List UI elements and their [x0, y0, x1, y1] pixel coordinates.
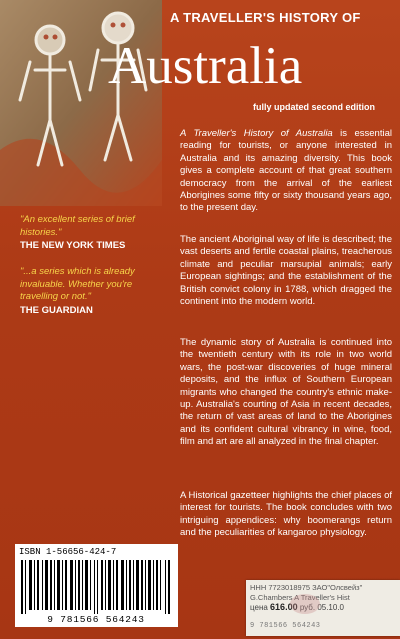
description-paragraph-3: The dynamic story of Australia is continued into the twentieth century with its role in two world wars, the post-war discoveries of huge mineral deposits, and the influx of Southern European migrants who changed the country's ethnic make-up. Australia's courting of Asia in recent decades, the return of vast areas of land to the Aborigines and its confident cultural vibrancy in wine, food, film and art are all analyzed in the final chapter.	[180, 337, 392, 448]
book-title: Australia	[108, 37, 303, 95]
sticker-stain	[290, 594, 320, 614]
review-quote-2: "...a series which is already invaluable. Whether you're travelling or not."	[20, 266, 135, 302]
description-paragraph-1-text: is essential reading for tourists, or anyone interested in Australia and its amazing diversity. This book gives a complete account of that great southern democracy from the arrival of the earliest Aborigines some fifty or sixty thousand years ago, to the present day.	[180, 128, 392, 214]
barcode-number: 9 781566 564243	[47, 614, 145, 625]
sticker-line-1: ННН 7723018975 ЗАО"Олсвейз"	[250, 583, 363, 592]
price-unit: руб.	[299, 603, 316, 612]
price-value: 616.00	[270, 602, 298, 612]
barcode-graphic	[21, 560, 172, 614]
book-title-inline: A Traveller's History of Australia	[180, 128, 333, 139]
review-quote-1: "An excellent series of brief histories."	[20, 214, 135, 238]
sticker-barcode-number: 9 781566 564243	[250, 622, 321, 630]
price-label: цена	[250, 603, 268, 612]
aboriginal-rock-art-image	[0, 0, 162, 206]
review-source-2: THE GUARDIAN	[20, 305, 93, 316]
edition-note: fully updated second edition	[253, 102, 376, 112]
sticker-line-2: G.Chambers A Traveller's Hist	[250, 593, 350, 602]
description-paragraph-4: A Historical gazetteer highlights the chief places of interest for tourists. The book concludes with two intriguing appendices: why boomerangs return and the peculiarities of kangaroo physiology.	[180, 490, 392, 539]
review-source-1: THE NEW YORK TIMES	[20, 240, 126, 251]
isbn-label: ISBN 1-56656-424-7	[19, 547, 117, 557]
series-title: A TRAVELLER'S HISTORY OF	[170, 10, 361, 25]
description-paragraph-1	[180, 128, 392, 215]
price-sticker	[246, 580, 400, 636]
sticker-date: 05.10.0	[317, 603, 345, 612]
isbn-barcode-box	[15, 544, 178, 627]
description-paragraph-2: The ancient Aboriginal way of life is described; the vast deserts and fertile coastal plains, treacherous climate and peculiar marsupial animals; early European sightings; and the establishment of the British convict colony in 1788, which dragged the continent into the modern world.	[180, 234, 392, 308]
